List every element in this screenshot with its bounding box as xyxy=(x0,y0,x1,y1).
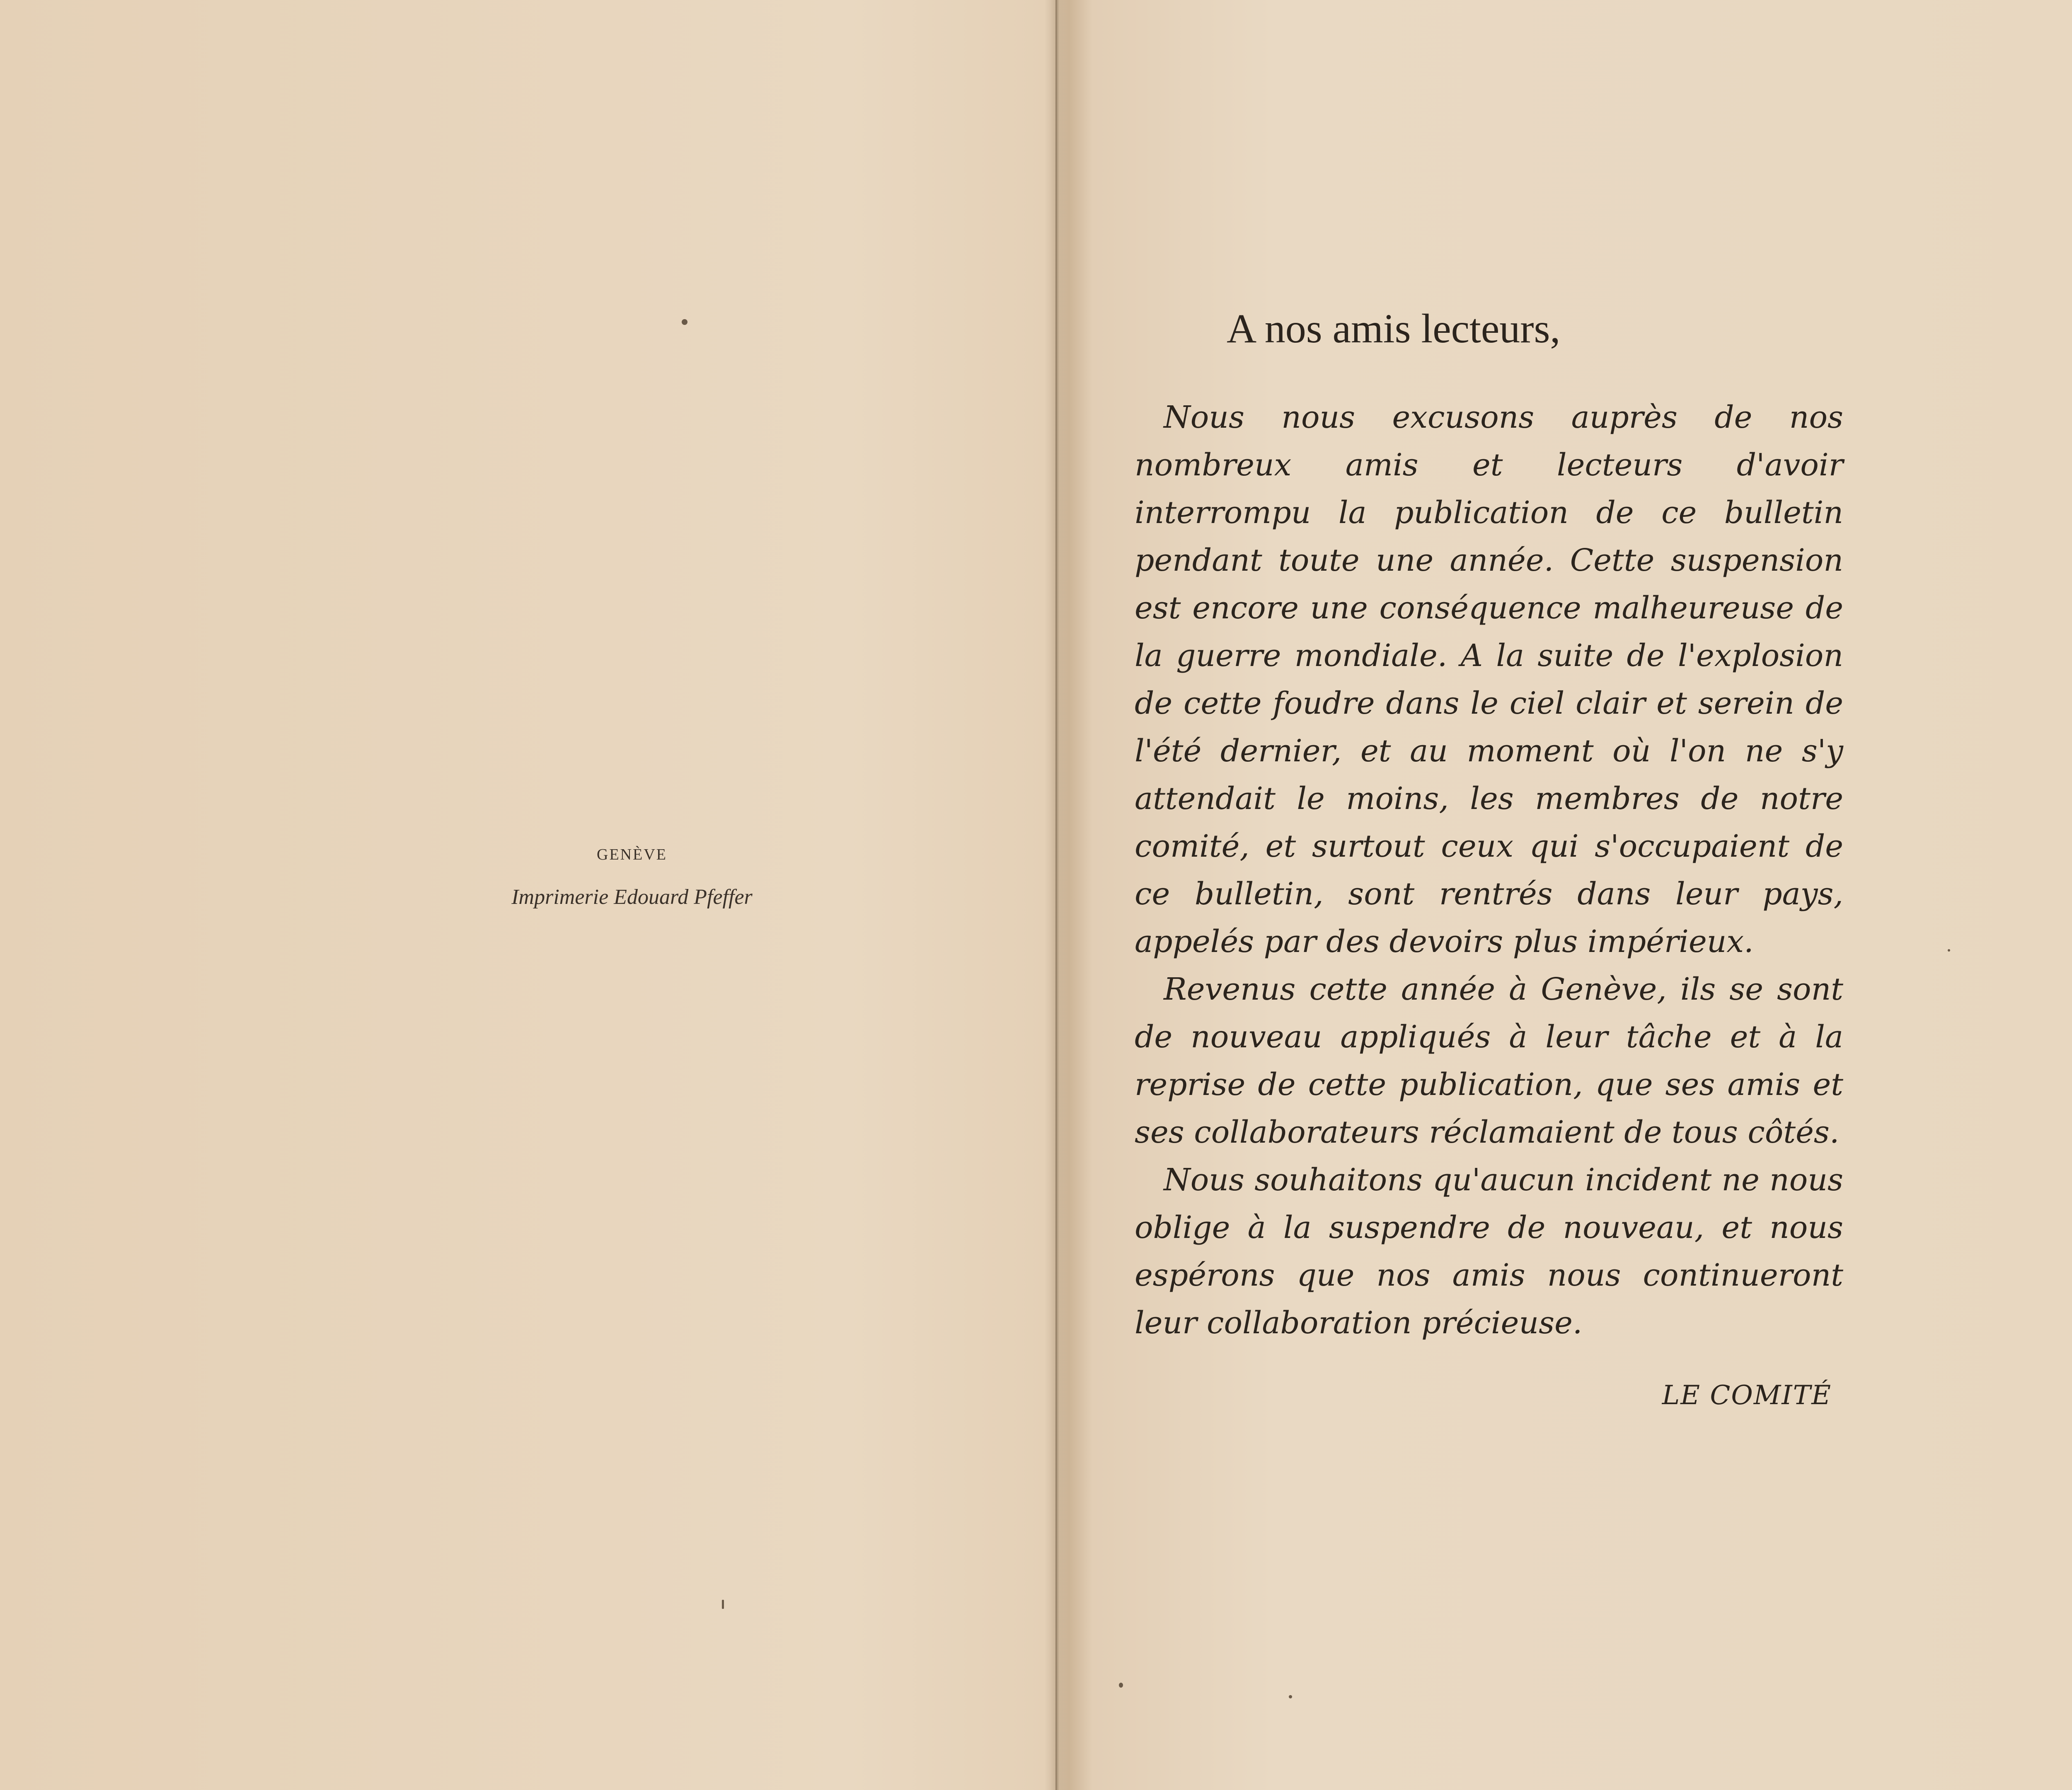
gutter-shadow xyxy=(1044,0,1069,1790)
paper-speck xyxy=(722,1600,724,1609)
letter-paragraph: Revenus cette année à Genève, ils se sont de nouveau appliqués à leur tâche et à la reprise de cette publication, que ses amis et ses collaborateurs réclamaient de tous côtés. xyxy=(1135,971,1843,1150)
paper-speck xyxy=(1948,949,1950,952)
paper-speck xyxy=(1289,1695,1292,1698)
signature: LE COMITÉ xyxy=(1662,1380,1832,1411)
paper-speck xyxy=(682,319,687,325)
letter-title: A nos amis lecteurs, xyxy=(1227,305,1561,351)
paper-speck xyxy=(1119,1683,1123,1688)
imprint-printer: Imprimerie Edouard Pfeffer xyxy=(511,885,753,909)
imprint-city: GENÈVE xyxy=(597,846,667,863)
letter-body xyxy=(1135,394,1843,1347)
letter-paragraph: Nous nous excusons auprès de nos nombreux amis et lecteurs d'avoir interrompu la publication de ce bulletin pendant toute une année. Cette suspension est encore une conséquence malheureuse de la guerre mondiale. A la suite de l'explosion de cette foudre dans le ciel clair et serein de l'été dernier, et au moment où l'on ne s'y attendait le moins, les membres de notre comité, et surtout ceux qui s'occupaient de ce bulletin, sont rentrés dans leur pays, appelés par des devoirs plus impérieux. xyxy=(1135,400,1843,959)
page-fold xyxy=(1055,0,1057,1790)
letter-paragraph: Nous souhaitons qu'aucun incident ne nous oblige à la suspendre de nouveau, et nous espérons que nos amis nous continueront leur collaboration précieuse. xyxy=(1135,1162,1843,1341)
